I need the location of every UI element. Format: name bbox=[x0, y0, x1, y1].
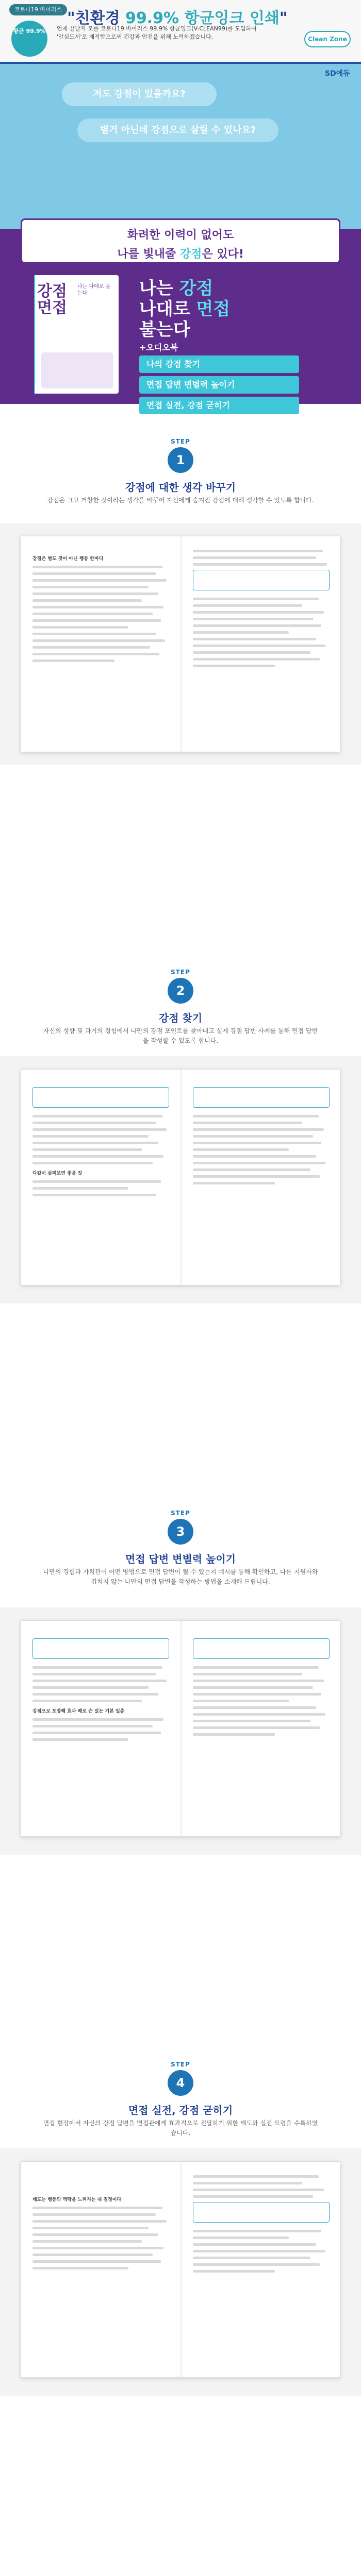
question-bubble-1: 저도 강점이 있을까요? bbox=[62, 82, 217, 106]
hero-section bbox=[0, 64, 361, 229]
step2-right-page bbox=[182, 1070, 341, 1285]
step3-left-page bbox=[21, 1621, 180, 1836]
clean-zone-logo: Clean Zone bbox=[304, 31, 351, 47]
brand-logo: SD에듀 bbox=[325, 70, 350, 78]
book-illustration bbox=[41, 352, 113, 388]
step4-number: 4 bbox=[168, 2070, 193, 2096]
step3-description: 나만의 경험과 가치관이 어떤 방법으로 면접 답변이 될 수 있는지 예시를 통해 확인하고, 다른 지원자와 겹치지 않는 나만의 면접 답변을 작성하는 방법을 소개해 드립니다. bbox=[43, 1568, 318, 1585]
step2-left-page bbox=[21, 1070, 180, 1285]
covid-badge: 코로나19 바이러스 bbox=[9, 4, 67, 15]
antibacterial-headline: "친환경 99.9% 항균잉크 인쇄" bbox=[67, 9, 288, 27]
step2-left-heading: 다같이 살펴보면 좋을 짓 bbox=[32, 1171, 83, 1176]
promo-title-line2: 나를 빛내줄 강점은 있다! bbox=[117, 248, 244, 261]
step2-tip-box-left bbox=[32, 1087, 169, 1108]
feature-1: 나의 강점 찾기 bbox=[139, 355, 299, 373]
feature-3: 면접 실전, 강점 굳히기 bbox=[139, 397, 299, 414]
step4-left-heading: 태도는 행동의 맥락을 느껴지는 내 결정이다 bbox=[32, 2197, 122, 2202]
antibacterial-circle-badge: 항균 99.9% bbox=[11, 21, 47, 57]
feature-2: 면접 답변 변별력 높이기 bbox=[139, 376, 299, 394]
antibacterial-description: 언제 끝날지 모를 코로나19 바이러스 99.9% 항균잉크(V-CLEAN99)를 도입하여 '안심도서'로 재작함으로써 건강과 안전을 위해 노력하겠습니다. bbox=[57, 25, 257, 40]
step1-label: STEP bbox=[171, 438, 190, 445]
step3-tip-box-left bbox=[32, 1638, 169, 1659]
book-cover-title: 강점 면접 bbox=[37, 282, 67, 317]
antibacterial-banner bbox=[0, 0, 361, 62]
promo-title-box bbox=[21, 218, 340, 264]
step2-label: STEP bbox=[171, 969, 190, 976]
step2-number: 2 bbox=[168, 978, 193, 1004]
promo-book-title: 나는 강점 나대로 면접 불는다 +오디오북 bbox=[139, 278, 231, 352]
step2-book-spread bbox=[21, 1069, 340, 1285]
step4-tip-box bbox=[193, 2202, 330, 2223]
step1-title: 강점에 대한 생각 바꾸기 bbox=[125, 481, 236, 494]
promo-title-line1: 화려한 이력이 없어도 bbox=[127, 229, 234, 242]
step1-description: 강점은 크고 거창한 것이라는 생각을 바꾸어 자신에게 숨겨진 강점에 대해 생각할 수 있도록 합니다. bbox=[47, 497, 314, 504]
step4-label: STEP bbox=[171, 2061, 190, 2068]
step2-description: 자신의 성향 및 과거의 경험에서 나만의 강점 포인트를 찾아내고 실제 강점 답변 사례를 통해 면접 답변을 작성할 수 있도록 합니다. bbox=[43, 1027, 318, 1044]
book-cover-subtitle: 나는 나대로 불는다 bbox=[77, 284, 111, 296]
step3-tip-box-right bbox=[193, 1638, 330, 1659]
step3-title: 면접 답변 변별력 높이기 bbox=[125, 1553, 236, 1565]
brand-divider bbox=[0, 62, 361, 64]
step2-tip-box-right bbox=[193, 1087, 330, 1108]
step4-right-page bbox=[182, 2162, 341, 2377]
step4-title: 면접 실전, 강점 굳히기 bbox=[128, 2104, 233, 2116]
step4-book-spread bbox=[21, 2161, 340, 2378]
book-spine bbox=[21, 275, 35, 394]
step1-left-heading: 강점은 별도 것이 아닌 행동 한마디 bbox=[32, 556, 104, 562]
step1-number: 1 bbox=[168, 447, 193, 473]
step3-book-spread bbox=[21, 1620, 340, 1837]
step3-number: 3 bbox=[168, 1519, 193, 1545]
step3-label: STEP bbox=[171, 1510, 190, 1517]
step1-right-page bbox=[182, 536, 341, 752]
step3-left-heading: 강점으로 포장해 효과 배로 슨 있는 기본 일층 bbox=[32, 1709, 125, 1714]
step1-left-page bbox=[21, 536, 180, 752]
step4-left-page bbox=[21, 2162, 180, 2377]
step1-book-spread bbox=[21, 536, 340, 752]
step2-title: 강점 찾기 bbox=[158, 1012, 203, 1024]
question-bubble-2: 별거 아닌데 강점으로 살릴 수 있나요? bbox=[77, 118, 278, 142]
step4-description: 면접 현장에서 자신의 강점 답변을 면접관에게 효과적으로 전달하기 위한 태도와 실전 요령을 수록하였습니다. bbox=[43, 2120, 318, 2137]
step3-right-page bbox=[182, 1621, 341, 1836]
step1-tip-box bbox=[193, 570, 330, 590]
